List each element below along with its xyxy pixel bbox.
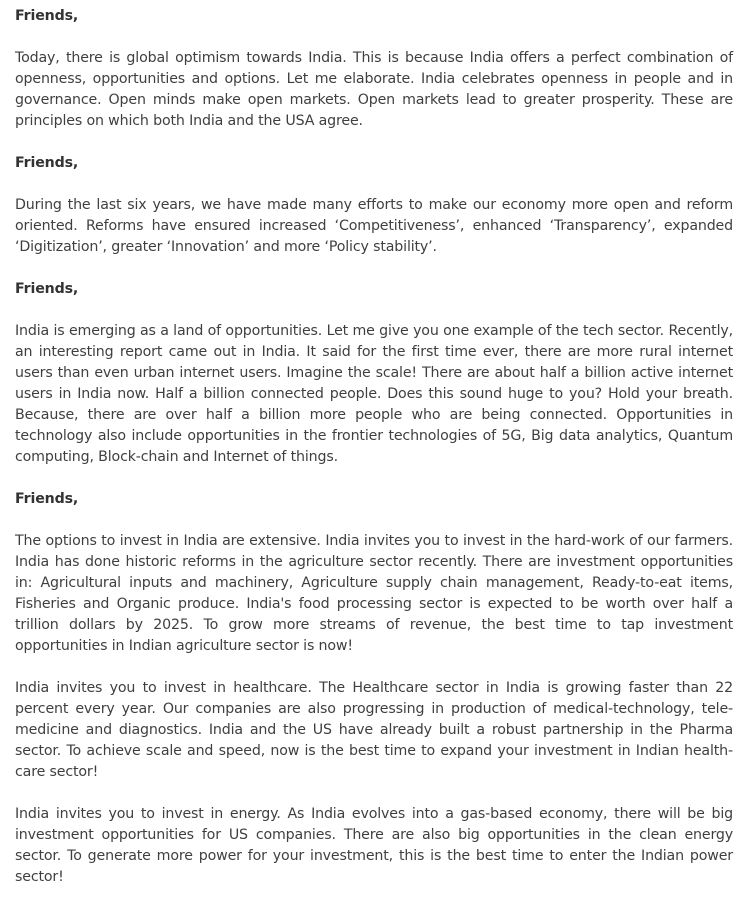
paragraph-healthcare: India invites you to invest in healthcare. The Healthcare sector in India is growing faster than 22 percent every year. Our companies are also progressing in production of medical-technology, tele-medicine and diagnostics. India and the US have already built a robust partnership in the Pharma sector. To achieve scale and speed, now is the best time to expand your investment in Indian health-care sector! bbox=[15, 680, 733, 780]
salutation: Friends, bbox=[15, 8, 79, 24]
document-body bbox=[15, 6, 733, 909]
salutation: Friends, bbox=[15, 281, 79, 297]
paragraph-opportunities: India is emerging as a land of opportunities. Let me give you one example of the tech sector. Recently, an interesting report came out in India. It said for the first time ever, there are more rural internet users than even urban internet users. Imagine the scale! There are about half a billion active internet users in India now. Half a billion connected people. Does this sound huge to you? Hold your breath. Because, there are over half a billion more people who are being connected. Opportunities in technology also include opportunities in the frontier technologies of 5G, Big data analytics, Quantum computing, Block-chain and Internet of things. bbox=[15, 323, 733, 465]
paragraph-agriculture: The options to invest in India are extensive. India invites you to invest in the hard-work of our farmers. India has done historic reforms in the agriculture sector recently. There are investment opportunities in: Agricultural inputs and machinery, Agriculture supply chain management, Ready-to-eat items, Fisheries and Organic produce. India's food processing sector is expected to be worth over half a trillion dollars by 2025. To grow more streams of revenue, the best time to tap investment opportunities in Indian agriculture sector is now! bbox=[15, 533, 733, 654]
paragraph-reforms: During the last six years, we have made many efforts to make our economy more open and reform oriented. Reforms have ensured increased ‘Competitiveness’, enhanced ‘Transparency’, expanded ‘Digitization’, greater ‘Innovation’ and more ‘Policy stability’. bbox=[15, 197, 733, 255]
salutation: Friends, bbox=[15, 491, 79, 507]
paragraph-global-optimism: Today, there is global optimism towards India. This is because India offers a perfect combination of openness, opportunities and options. Let me elaborate. India celebrates openness in people and in governance. Open minds make open markets. Open markets lead to greater prosperity. These are principles on which both India and the USA agree. bbox=[15, 50, 733, 129]
paragraph-energy: India invites you to invest in energy. As India evolves into a gas-based economy, there will be big investment opportunities for US companies. There are also big opportunities in the clean energy sector. To generate more power for your investment, this is the best time to enter the Indian power sector! bbox=[15, 806, 733, 885]
salutation: Friends, bbox=[15, 155, 79, 171]
